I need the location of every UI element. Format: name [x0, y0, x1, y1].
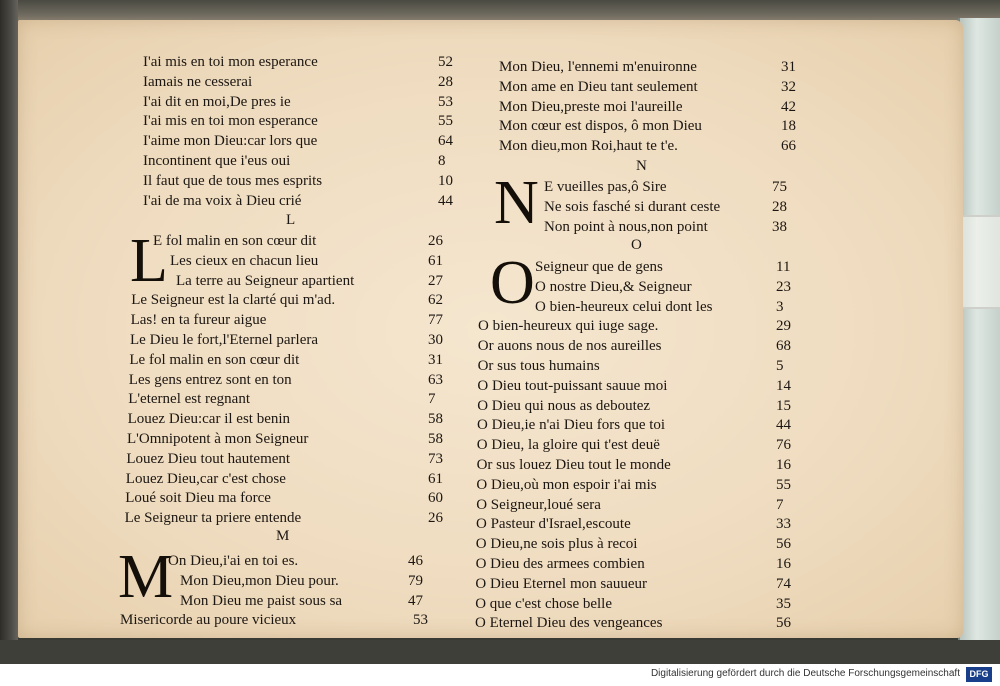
entry-incipit: Loué soit Dieu ma force	[125, 490, 271, 507]
entry-psalm-number: 44	[438, 192, 453, 209]
section-letter-M: M	[276, 528, 290, 544]
entry-incipit: Le Seigneur ta priere entende	[124, 510, 302, 527]
entry-incipit: Mon dieu,mon Roi,haut te t'e.	[499, 138, 678, 155]
index-entry	[476, 476, 806, 496]
entry-psalm-number: 64	[438, 133, 453, 150]
index-entry	[170, 252, 458, 272]
index-entry	[478, 357, 806, 377]
entry-psalm-number: 56	[776, 615, 791, 632]
entry-psalm-number: 56	[775, 536, 791, 553]
index-entry	[476, 515, 806, 535]
entry-psalm-number: 47	[408, 592, 423, 609]
entry-psalm-number: 32	[781, 78, 796, 95]
entry-incipit: Le Dieu le fort,l'Eternel parlera	[130, 332, 319, 348]
entry-incipit: O Dieu,ie n'ai Dieu fors que toi	[477, 417, 666, 434]
entry-incipit: Mon Dieu, l'ennemi m'enuironne	[499, 59, 697, 75]
index-entry	[478, 337, 806, 357]
entry-psalm-number: 28	[438, 73, 453, 90]
entry-psalm-number: 3	[776, 298, 784, 315]
entry-psalm-number: 76	[775, 437, 791, 454]
entry-incipit: Iamais ne cesserai	[143, 73, 253, 90]
index-entry	[143, 172, 468, 192]
index-entry	[127, 430, 458, 450]
index-entry	[535, 278, 806, 298]
entry-psalm-number: 16	[775, 556, 791, 572]
entry-incipit: La terre au Seigneur apartient	[176, 272, 355, 289]
entry-psalm-number: 61	[427, 470, 443, 487]
entry-psalm-number: 14	[775, 377, 791, 394]
entry-psalm-number: 46	[408, 553, 423, 569]
digitization-footer	[0, 664, 1000, 686]
entry-incipit: O Dieu des armees combien	[475, 556, 645, 572]
index-entry	[143, 73, 468, 93]
entry-incipit: Mon Dieu,preste moi l'aureille	[499, 98, 683, 115]
entry-incipit: O Dieu,où mon espoir i'ai mis	[476, 476, 657, 493]
index-entry	[131, 311, 458, 331]
entry-incipit: I'aime mon Dieu:car lors que	[143, 133, 318, 150]
index-entry	[153, 232, 458, 252]
entry-psalm-number: 53	[438, 93, 453, 110]
book-binding-top	[0, 0, 1000, 22]
entry-psalm-number: 75	[772, 179, 787, 195]
index-entry	[128, 410, 458, 430]
entry-incipit: Or sus tous humains	[477, 358, 600, 374]
entry-incipit: Ne sois fasché si durant ceste	[544, 198, 721, 215]
entry-psalm-number: 15	[775, 397, 791, 414]
funding-notice: Digitalisierung gefördert durch die Deutsche Forschungsgemeinschaft	[650, 668, 960, 679]
entry-psalm-number: 30	[428, 332, 443, 348]
dropcap-O: O	[490, 249, 535, 317]
entry-incipit: L'Omnipotent à mon Seigneur	[127, 431, 309, 447]
entry-psalm-number: 26	[427, 510, 443, 527]
index-entry	[499, 58, 811, 78]
entry-incipit: O bien-heureux celui dont les	[535, 298, 713, 315]
index-entry	[130, 331, 458, 351]
entry-psalm-number: 62	[427, 292, 443, 309]
entry-psalm-number: 74	[775, 575, 791, 592]
index-entry	[129, 371, 458, 391]
entry-incipit: Mon ame en Dieu tant seulement	[499, 78, 698, 95]
entry-incipit: Le Seigneur est la clarté qui m'ad.	[131, 292, 336, 309]
dropcap-N: N	[494, 169, 539, 237]
entry-incipit: On Dieu,i'ai en toi es.	[168, 553, 299, 569]
entry-incipit: I'ai mis en toi mon esperance	[143, 54, 318, 70]
entry-incipit: Or auons nous de nos aureilles	[477, 338, 662, 355]
index-entry	[180, 592, 438, 612]
dropcap-L: L	[130, 227, 168, 295]
entry-incipit: I'ai dit en moi,De pres ie	[143, 93, 291, 110]
entry-psalm-number: 7	[427, 391, 436, 408]
index-entry	[176, 272, 458, 292]
index-entry	[535, 258, 806, 278]
entry-incipit: Louez Dieu:car il est benin	[127, 411, 291, 428]
entry-incipit: Mon Dieu me paist sous sa	[180, 592, 343, 609]
index-entry	[143, 192, 468, 212]
entry-incipit: O Seigneur,loué sera	[476, 496, 601, 513]
entry-incipit: O nostre Dieu,& Seigneur	[535, 278, 692, 295]
entry-incipit: O Eternel Dieu des vengeances	[475, 615, 663, 632]
entry-incipit: Seigneur que de gens	[535, 259, 663, 275]
entry-psalm-number: 55	[775, 476, 791, 493]
entry-psalm-number: 53	[413, 612, 428, 629]
index-entry	[475, 614, 806, 634]
index-entry	[180, 572, 438, 592]
index-entry	[475, 595, 806, 615]
entry-psalm-number: 31	[781, 59, 796, 75]
entry-psalm-number: 60	[427, 490, 443, 507]
entry-incipit: Mon Dieu,mon Dieu pour.	[180, 572, 339, 589]
index-entry	[477, 377, 806, 397]
book-cover-board	[958, 18, 1000, 642]
book-page	[18, 20, 963, 638]
entry-psalm-number: 11	[776, 259, 791, 275]
index-entry	[131, 291, 458, 311]
entry-psalm-number: 27	[428, 272, 443, 289]
entry-psalm-number: 8	[438, 153, 446, 169]
section-letter-N: N	[636, 158, 647, 174]
entry-incipit: I'ai de ma voix à Dieu crié	[143, 192, 302, 209]
index-entry	[544, 178, 802, 198]
entry-incipit: O que c'est chose belle	[475, 595, 613, 612]
entry-incipit: Non point à nous,non point	[544, 218, 708, 235]
entry-psalm-number: 28	[772, 198, 787, 215]
dropcap-M: M	[118, 543, 174, 611]
entry-psalm-number: 58	[428, 431, 443, 447]
index-entry	[168, 552, 438, 572]
index-entry	[476, 496, 806, 516]
entry-psalm-number: 7	[775, 496, 784, 513]
entry-incipit: O Dieu, la gloire qui t'est deuë	[476, 437, 660, 454]
entry-psalm-number: 35	[775, 595, 791, 612]
index-entry	[475, 575, 806, 595]
entry-psalm-number: 73	[427, 450, 443, 467]
entry-psalm-number: 5	[775, 358, 784, 374]
entry-incipit: Louez Dieu tout hautement	[126, 450, 291, 467]
index-entry	[499, 98, 811, 118]
entry-psalm-number: 33	[776, 516, 791, 533]
entry-incipit: Le fol malin en son cœur dit	[129, 351, 300, 368]
index-entry	[143, 152, 468, 172]
index-entry	[499, 117, 811, 137]
index-entry	[125, 509, 458, 529]
entry-incipit: Mon cœur est dispos, ô mon Dieu	[499, 118, 702, 135]
entry-incipit: Il faut que de tous mes esprits	[143, 172, 323, 189]
index-entry	[476, 535, 806, 555]
index-entry	[129, 351, 458, 371]
index-entry	[477, 456, 806, 476]
entry-psalm-number: 58	[427, 411, 443, 428]
book-binding-left	[0, 0, 18, 640]
index-entry	[535, 298, 806, 318]
entry-psalm-number: 66	[781, 138, 796, 155]
index-entry	[544, 218, 802, 238]
index-entry	[499, 137, 811, 157]
entry-psalm-number: 23	[776, 278, 791, 295]
entry-psalm-number: 68	[775, 338, 791, 355]
entry-incipit: Les gens entrez sont en ton	[128, 371, 292, 388]
entry-incipit: Misericorde au poure vicieux	[120, 612, 297, 629]
entry-psalm-number: 55	[438, 113, 453, 130]
entry-psalm-number: 52	[438, 54, 453, 70]
entry-psalm-number: 10	[438, 172, 453, 189]
entry-incipit: O Dieu qui nous as deboutez	[477, 397, 651, 414]
entry-incipit: Las! en ta fureur aigue	[130, 312, 267, 329]
entry-psalm-number: 26	[428, 233, 443, 249]
entry-incipit: O Dieu tout-puissant sauue moi	[477, 377, 668, 394]
index-entry	[143, 112, 468, 132]
index-entry	[143, 53, 468, 73]
entry-psalm-number: 77	[427, 312, 443, 329]
index-entry	[477, 436, 806, 456]
entry-psalm-number: 63	[427, 371, 443, 388]
entry-incipit: O Dieu Eternel mon sauueur	[475, 575, 648, 592]
entry-incipit: Les cieux en chacun lieu	[170, 252, 319, 269]
section-letter-L: L	[286, 212, 296, 228]
entry-incipit: Incontinent que i'eus oui	[143, 153, 291, 169]
index-entry	[476, 555, 806, 575]
index-entry	[499, 78, 811, 98]
index-entry	[126, 450, 458, 470]
entry-psalm-number: 38	[772, 218, 787, 235]
section-letter-O: O	[631, 237, 642, 253]
index-entry	[477, 397, 806, 417]
scan-bottom-edge	[0, 640, 1000, 664]
entry-incipit: O bien-heureux qui iuge sage.	[478, 318, 659, 335]
entry-psalm-number: 18	[781, 118, 796, 135]
entry-incipit: I'ai mis en toi mon esperance	[143, 113, 318, 130]
entry-incipit: E fol malin en son cœur dit	[153, 233, 317, 249]
entry-incipit: O Pasteur d'Israel,escoute	[476, 516, 631, 533]
entry-incipit: L'eternel est regnant	[128, 391, 250, 408]
entry-incipit: Or sus louez Dieu tout le monde	[476, 457, 671, 473]
entry-incipit: Louez Dieu,car c'est chose	[125, 470, 286, 487]
index-entry	[125, 489, 458, 509]
index-entry	[544, 198, 802, 218]
entry-incipit: E vueilles pas,ô Sire	[544, 179, 667, 195]
index-entry	[143, 93, 468, 113]
entry-incipit: O Dieu,ne sois plus à recoi	[475, 536, 638, 553]
entry-psalm-number: 42	[781, 98, 796, 115]
entry-psalm-number: 16	[775, 457, 791, 473]
index-entry	[478, 317, 806, 337]
index-entry	[128, 390, 458, 410]
entry-psalm-number: 31	[427, 351, 443, 368]
entry-psalm-number: 29	[776, 318, 791, 335]
dfg-logo: DFG	[966, 667, 992, 682]
index-entry	[126, 470, 458, 490]
entry-psalm-number: 61	[428, 252, 443, 269]
index-entry	[120, 611, 443, 631]
index-entry	[477, 416, 806, 436]
entry-psalm-number: 79	[408, 572, 423, 589]
entry-psalm-number: 44	[776, 417, 791, 434]
index-entry	[143, 132, 468, 152]
